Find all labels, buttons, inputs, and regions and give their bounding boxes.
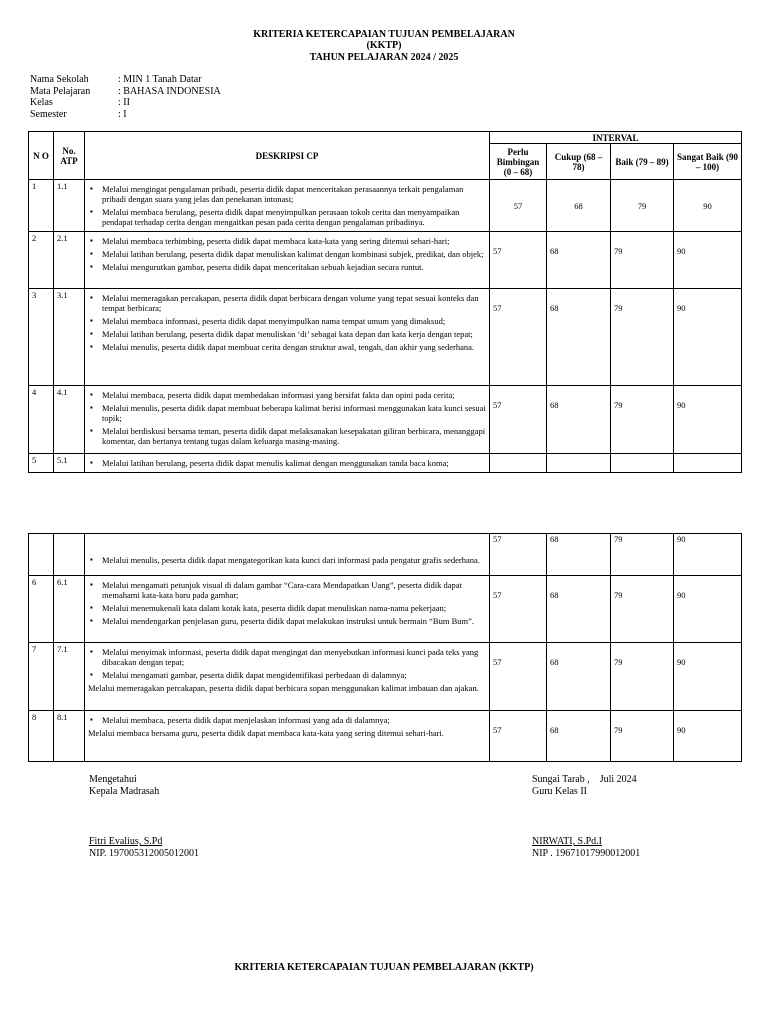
description-item: ▪ Melalui menyimak informasi, peserta didik dapat mengingat dan menyebutkan informasi kunci pada teks yang dibacakan dengan tepat; — [88, 647, 486, 667]
value-perlu-bimbingan: 57 — [490, 534, 547, 576]
school-info — [30, 74, 221, 120]
value-cukup: 68 — [547, 180, 611, 232]
table-row — [29, 534, 742, 576]
header-baik: Baik (79 – 89) — [611, 144, 674, 180]
description-item: ▪ Melalui mengurutkan gambar, peserta didik dapat menceritakan sebuah kejadian secara runtut. — [88, 262, 486, 272]
description-item: ▪ Melalui membaca informasi, peserta didik dapat menyimpulkan nama tempat umum yang dimaksud; — [88, 316, 486, 326]
info-row — [30, 109, 221, 121]
row-number: 4 — [29, 386, 54, 454]
value-cukup: 68 — [547, 643, 611, 711]
row-atp: 8.1 — [54, 711, 85, 762]
table-row — [29, 289, 742, 386]
value-perlu-bimbingan: 57 — [490, 289, 547, 386]
table-row — [29, 386, 742, 454]
row-description — [85, 386, 490, 454]
value-perlu-bimbingan: 57 — [490, 232, 547, 289]
row-atp: 4.1 — [54, 386, 85, 454]
table-row — [29, 232, 742, 289]
row-description — [85, 289, 490, 386]
description-item: ▪ Melalui memeragakan percakapan, peserta didik dapat berbicara dengan volume yang tepat sesuai konteks dan tempat berbicara; — [88, 293, 486, 313]
info-label: Semester — [30, 108, 67, 120]
value-baik: 79 — [611, 289, 674, 386]
row-description — [85, 454, 490, 473]
table-row — [29, 454, 742, 473]
info-value: : BAHASA INDONESIA — [118, 85, 221, 97]
row-atp: 5.1 — [54, 454, 85, 473]
row-number: 2 — [29, 232, 54, 289]
description-item: ▪ Melalui menemukenali kata dalam kotak kata, peserta didik dapat menuliskan nama-nama pekerjaan; — [88, 603, 486, 613]
value-sangat-baik: 90 — [674, 643, 742, 711]
row-number: 3 — [29, 289, 54, 386]
description-item: ▪ Melalui membaca berulang, peserta didik dapat menyimpulkan perasaan tokoh cerita dan menyampaikan pendapat terhadap cerita dengan mengaitkan pesan pada cerita dengan pengalaman pribadinya. — [88, 207, 486, 227]
info-value: : I — [118, 108, 127, 120]
value-cukup: 68 — [547, 711, 611, 762]
value-baik: 79 — [611, 534, 674, 576]
signature-right-line-1: Sungai Tarab , Juli 2024 — [532, 774, 637, 785]
description-item: ▪ Melalui membaca, peserta didik dapat membedakan informasi yang bersifat fakta dan opini pada cerita; — [88, 390, 486, 400]
row-atp: 3.1 — [54, 289, 85, 386]
value-baik: 79 — [611, 232, 674, 289]
value-cukup: 68 — [547, 232, 611, 289]
row-atp — [54, 534, 85, 576]
row-atp: 1.1 — [54, 180, 85, 232]
value-cukup: 68 — [547, 386, 611, 454]
description-item: Melalui memeragakan percakapan, peserta didik dapat berbicara sopan menggunakan kalimat imbauan dan ajakan. — [88, 683, 479, 693]
table-row — [29, 643, 742, 711]
value-perlu-bimbingan: 57 — [490, 180, 547, 232]
row-description — [85, 534, 490, 576]
teacher-nip: NIP . 19671017990012001 — [532, 848, 641, 859]
value-sangat-baik: 90 — [674, 289, 742, 386]
description-item: ▪ Melalui membaca, peserta didik dapat menjelaskan informasi yang ada di dalamnya; — [88, 715, 486, 725]
kktp-table-page-1 — [28, 131, 742, 473]
value-perlu-bimbingan: 57 — [490, 711, 547, 762]
description-item: ▪ Melalui berdiskusi bersama teman, peserta didik dapat melaksanakan kesepakatan giliran berbicara, menanggapi komentar, dan bertanya tentang tugas dalam keluarga masing-masing. — [88, 426, 486, 446]
title-line-3: TAHUN PELAJARAN 2024 / 2025 — [309, 52, 459, 63]
table-row — [29, 711, 742, 762]
header-perlu-bimbingan: Perlu Bimbingan (0 – 68) — [490, 144, 547, 180]
value-sangat-baik: 90 — [674, 180, 742, 232]
info-label: Kelas — [30, 97, 53, 108]
info-value: : II — [118, 97, 130, 108]
teacher-name: NIRWATI, S.Pd.I — [532, 836, 603, 847]
value-perlu-bimbingan — [490, 454, 547, 473]
value-perlu-bimbingan: 57 — [490, 576, 547, 643]
description-item: ▪ Melalui menulis, peserta didik dapat membuat cerita dengan struktur awal, tengah, dan akhir yang sederhana. — [88, 342, 486, 352]
description-item: ▪ Melalui mendengarkan penjelasan guru, peserta didik dapat melakukan instruksi untuk bermain “Bum Bum”. — [88, 616, 486, 626]
row-number: 8 — [29, 711, 54, 762]
row-number — [29, 534, 54, 576]
row-description — [85, 180, 490, 232]
value-perlu-bimbingan: 57 — [490, 643, 547, 711]
row-description — [85, 711, 490, 762]
description-item: ▪ Melalui latihan berulang, peserta didik dapat menuliskan ‘di’ sebagai kata depan dan kata kerja dengan tepat; — [88, 329, 486, 339]
value-sangat-baik: 90 — [674, 386, 742, 454]
row-description — [85, 643, 490, 711]
value-sangat-baik: 90 — [674, 232, 742, 289]
signature-left-line-2: Kepala Madrasah — [89, 786, 160, 797]
description-item: ▪ Melalui latihan berulang, peserta didik dapat menulis kalimat dengan menggunakan tanda baca koma; — [88, 458, 486, 468]
table-row — [29, 576, 742, 643]
value-cukup: 68 — [547, 576, 611, 643]
footer-title: KRITERIA KETERCAPAIAN TUJUAN PEMBELAJARAN (KKTP) — [234, 962, 534, 973]
row-number: 6 — [29, 576, 54, 643]
info-value: : MIN 1 Tanah Datar — [118, 74, 202, 85]
table-row — [29, 180, 742, 232]
value-baik: 79 — [611, 643, 674, 711]
row-atp: 2.1 — [54, 232, 85, 289]
headmaster-name: Fitri Evalius, S.Pd — [89, 836, 163, 847]
info-row — [30, 86, 221, 98]
value-cukup — [547, 454, 611, 473]
row-number: 7 — [29, 643, 54, 711]
info-row — [30, 74, 221, 86]
header-description: DESKRIPSI CP — [85, 132, 490, 180]
title-line-2: (KKTP) — [366, 40, 402, 51]
header-interval: INTERVAL — [490, 132, 742, 144]
headmaster-nip: NIP. 197005312005012001 — [89, 848, 200, 859]
value-baik — [611, 454, 674, 473]
value-sangat-baik — [674, 454, 742, 473]
value-baik: 79 — [611, 386, 674, 454]
value-perlu-bimbingan: 57 — [490, 386, 547, 454]
value-sangat-baik: 90 — [674, 576, 742, 643]
description-item: ▪ Melalui latihan berulang, peserta didik dapat menuliskan kalimat dengan kombinasi subjek, predikat, dan objek; — [88, 249, 486, 259]
row-description — [85, 576, 490, 643]
value-cukup: 68 — [547, 534, 611, 576]
row-description — [85, 232, 490, 289]
kktp-table-page-2 — [28, 533, 742, 762]
description-item: ▪ Melalui membaca terbimbing, peserta didik dapat membaca kata-kata yang sering ditemui sehari-hari; — [88, 236, 486, 246]
row-atp: 6.1 — [54, 576, 85, 643]
info-label: Nama Sekolah — [30, 74, 89, 85]
value-baik: 79 — [611, 576, 674, 643]
header-no: N O — [29, 132, 54, 180]
signature-right-line-2: Guru Kelas II — [532, 786, 587, 797]
title-line-1: KRITERIA KETERCAPAIAN TUJUAN PEMBELAJARAN — [253, 29, 515, 40]
row-atp: 7.1 — [54, 643, 85, 711]
value-baik: 79 — [611, 711, 674, 762]
value-baik: 79 — [611, 180, 674, 232]
signature-left-line-1: Mengetahui — [89, 774, 137, 785]
row-number: 5 — [29, 454, 54, 473]
value-sangat-baik: 90 — [674, 534, 742, 576]
info-row — [30, 97, 221, 109]
header-cukup: Cukup (68 – 78) — [547, 144, 611, 180]
info-label: Mata Pelajaran — [30, 85, 91, 97]
description-item: ▪ Melalui mengingat pengalaman pribadi, peserta didik dapat menceritakan perasaannya terkait pengalaman pribadi dengan suara yang jelas dan penekanan intonasi; — [88, 184, 486, 204]
row-number: 1 — [29, 180, 54, 232]
description-item: ▪ Melalui mengamati petunjuk visual di dalam gambar “Cara-cara Mendapatkan Uang”, peserta didik dapat memahami kata-kata baru pada gambar; — [88, 580, 486, 600]
description-item: ▪ Melalui mengamati gambar, peserta didik dapat mengidentifikasi perbedaan di dalamnya; — [88, 670, 486, 680]
header-atp: No. ATP — [54, 132, 85, 180]
description-item: ▪ Melalui menulis, peserta didik dapat mengategorikan kata kunci dari informasi pada pengatur grafis sederhana. — [88, 555, 486, 565]
header-sangat-baik: Sangat Baik (90 – 100) — [674, 144, 742, 180]
value-cukup: 68 — [547, 289, 611, 386]
description-item: ▪ Melalui menulis, peserta didik dapat membuat beberapa kalimat berisi informasi menggunakan kata kunci sesuai topik; — [88, 403, 486, 423]
description-item: Melalui membaca bersama guru, peserta didik dapat membaca kata-kata yang sering ditemui sehari-hari. — [88, 728, 444, 738]
value-sangat-baik: 90 — [674, 711, 742, 762]
